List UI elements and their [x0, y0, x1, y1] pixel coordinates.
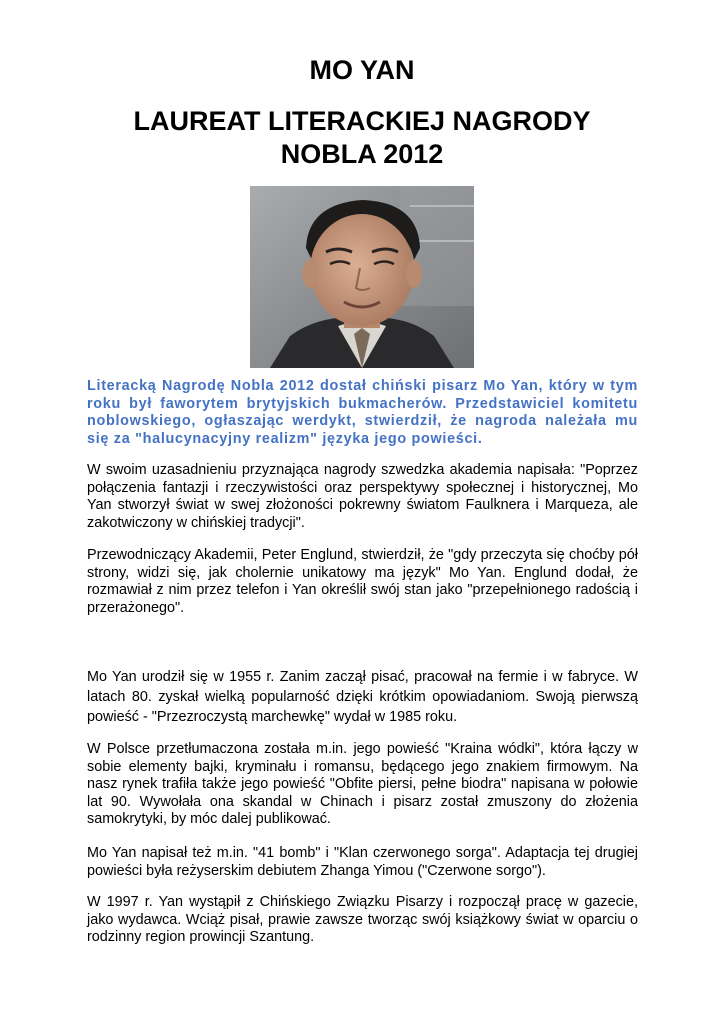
- body-paragraph: W swoim uzasadnieniu przyznająca nagrody szwedzka akademia napisała: "Poprzez połączenia fantazji i rzeczywistości oraz perspektywy społecznej i historycznej, Mo Yan stworzył świat w swej złożoności pokrewny światom Faulknera i Marqueza, ale zakotwiczony w chińskiej tradycji".: [87, 462, 638, 531]
- body-paragraph: W Polsce przetłumaczona została m.in. jego powieść "Kraina wódki", która łączy w sobie elementy bajki, kryminału i romansu, będącego jego znakiem firmowym. Na nasz rynek trafiła także jego powieść "Obfite piersi, pełne biodra" napisana w połowie lat 90. Wywołała ona skandal w Chinach i pisarz został zmuszony do złożenia samokrytyki, by móc dalej publikować.: [87, 741, 638, 828]
- body-paragraph: Mo Yan napisał też m.in. "41 bomb" i "Klan czerwonego sorga". Adaptacja tej drugiej powieści była reżyserskim debiutem Zhanga Yimou ("Czerwone sorgo").: [87, 845, 638, 879]
- page-subtitle: LAUREAT LITERACKIEJ NAGRODY NOBLA 2012: [133, 106, 591, 169]
- author-portrait-photo: [250, 186, 474, 368]
- lead-paragraph: Literacką Nagrodę Nobla 2012 dostał chiński pisarz Mo Yan, który w tym roku był faworytem brytyjskich bukmacherów. Przedstawiciel komitetu noblowskiego, ogłaszając werdykt, stwierdził, że nagroda należała mu się za "halucynacyjny realizm" języka jego powieści.: [87, 378, 638, 447]
- page-title: MO YAN: [309, 55, 415, 85]
- body-paragraph: Przewodniczący Akademii, Peter Englund, stwierdził, że "gdy przeczyta się choćby pół strony, widzi się, jak cholernie unikatowy ma język" Mo Yan. Englund dodał, że rozmawiał z nim przez telefon i Yan określił swój stan jako "przepełnionego radością i przerażonego".: [87, 547, 638, 616]
- body-paragraph: Mo Yan urodził się w 1955 r. Zanim zaczął pisać, pracował na fermie i w fabryce. W latach 80. zyskał wielką popularność dzięki krótkim opowiadaniom. Swoją pierwszą powieść - "Przezroczystą marchewkę" wydał w 1985 roku.: [87, 669, 638, 725]
- body-paragraph: W 1997 r. Yan wystąpił z Chińskiego Związku Pisarzy i rozpoczął pracę w gazecie, jako wydawca. Wciąż pisał, prawie zawsze tworząc swój książkowy świat w oparciu o rodzinny region prowincji Szantung.: [87, 894, 638, 946]
